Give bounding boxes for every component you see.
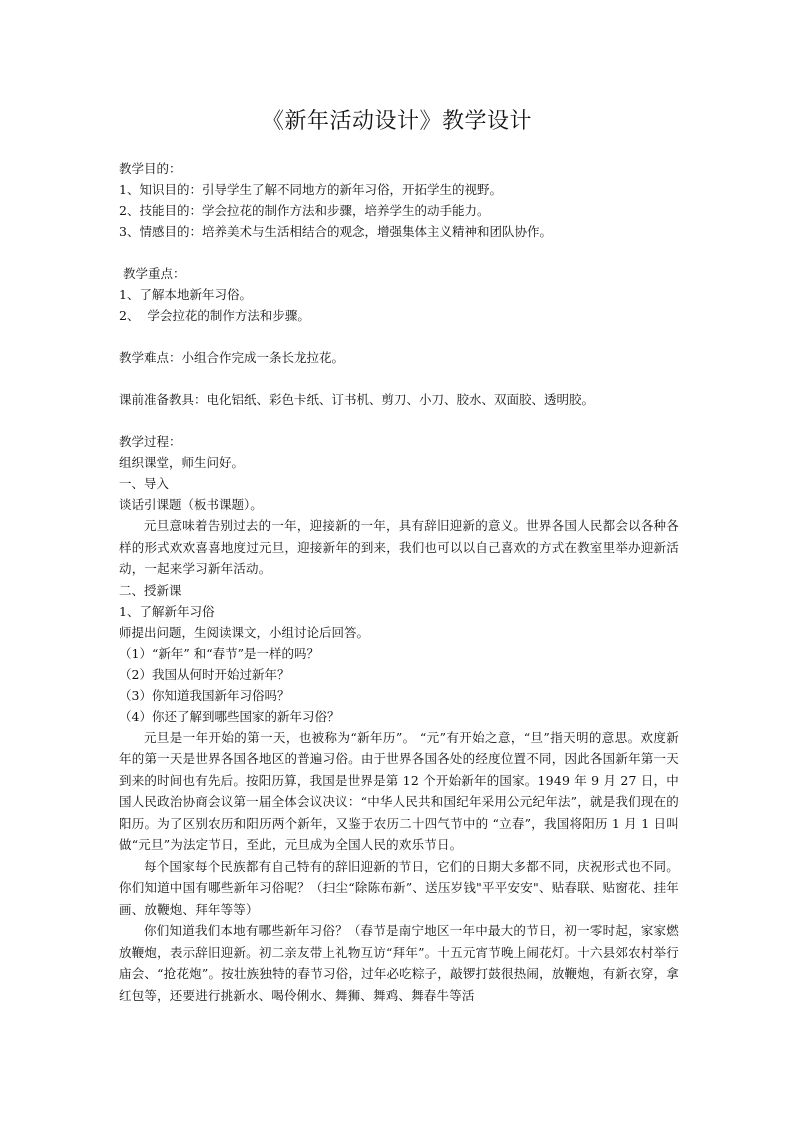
objective-item: 3、情感目的：培养美术与生活相结合的观念，增强集体主义精神和团队协作。 <box>119 224 552 239</box>
spacer <box>119 410 679 431</box>
paragraph: 每个国家每个民族都有自己特有的辞旧迎新的节日，它们的日期大多都不同，庆祝形式也不同。你们知道中国有哪些新年习俗呢？（扫尘“除陈布新”、送压岁钱"平平安安"、贴春联、贴窗花、挂年画、放鞭炮、拜年等等） <box>119 858 679 917</box>
paragraph: 你们知道我们本地有哪些新年习俗？（春节是南宁地区一年中最大的节日，初一零时起，家家燃放鞭炮，表示辞旧迎新。初二亲友带上礼物互访“拜年”。十五元宵节晚上闹花灯。十六县郊农村举行庙会、“抢花炮”。按壮族独特的春节习俗，过年必吃粽子，敲锣打鼓很热闹，放鞭炮，有新衣穿，拿红包等，还要进行挑新水、喝伶俐水、舞狮、舞鸡、舞春牛等活 <box>119 923 679 1003</box>
question-item: （4）你还了解到哪些国家的新年习俗？ <box>119 708 340 724</box>
spacer <box>119 242 679 263</box>
document-title: 《新年活动设计》教学设计 <box>261 109 532 134</box>
key-points-heading: 教学重点： <box>119 266 186 281</box>
subsection-heading: 1、了解新年习俗 <box>119 603 215 619</box>
question-item: （3）你知道我国新年习俗吗？ <box>119 687 290 703</box>
key-point-item: 2、 学会拉花的制作方法和步骤。 <box>119 308 310 323</box>
key-point-item: 1、了解本地新年习俗。 <box>119 287 252 302</box>
section-heading: 一、导入 <box>119 476 170 491</box>
paragraph: 元旦是一年开始的第一天，也被称为“新年历”。 “元”有开始之意，“旦”指天明的意思。欢度新年的第一天是世界各国各地区的普遍习俗。由于世界各国各处的经度位置不同，因此各国新年第一天到来的时间也有先后。按阳历算，我国是世界是第 12 个开始新年的国家。1949 年 9 月 27 日，中国人民政治协商会议第一届全体会议决议：“中华人民共和国纪年采用公元纪年法”，就是我们现在的阳历。为了区别农历和阳历两个新年，又鉴于农历二十四气节中的 “立春”，我国将阳历 1 月 1 日叫做“元旦”为法定节日，至此，元旦成为全国人民的欢乐节日。 <box>119 729 679 852</box>
section-heading: 二、授新课 <box>119 582 182 598</box>
paragraph: 元旦意味着告别过去的一年，迎接新的一年，具有辞旧迎新的意义。世界各国人民都会以各种各样的形式欢欢喜喜地度过元旦，迎接新年的到来，我们也可以以自己喜欢的方式在教室里举办迎新活动，一起来学习新年活动。 <box>119 518 679 576</box>
materials-line: 课前准备教具：电化铝纸、彩色卡纸、订书机、剪刀、小刀、胶水、双面胶、透明胶。 <box>119 392 595 407</box>
objective-item: 1、知识目的：引导学生了解不同地方的新年习俗，开拓学生的视野。 <box>119 182 502 197</box>
document-body <box>119 158 679 1006</box>
objective-item: 2、技能目的：学会拉花的制作方法和步骤，培养学生的动手能力。 <box>119 203 490 218</box>
spacer <box>119 326 679 347</box>
spacer <box>119 368 679 389</box>
question-item: （1）“新年” 和“春节”是一样的吗？ <box>119 645 319 661</box>
process-line: 师提出问题，生阅读课文，小组讨论后回答。 <box>119 624 370 640</box>
process-heading: 教学过程： <box>119 434 182 449</box>
question-item: （2）我国从何时开始过新年？ <box>119 666 290 682</box>
objectives-heading: 教学目的： <box>119 161 182 176</box>
difficulty-line: 教学难点：小组合作完成一条长龙拉花。 <box>119 350 345 365</box>
process-line: 谈话引课题（板书课题）。 <box>119 497 263 512</box>
process-line: 组织课堂，师生问好。 <box>119 455 245 470</box>
